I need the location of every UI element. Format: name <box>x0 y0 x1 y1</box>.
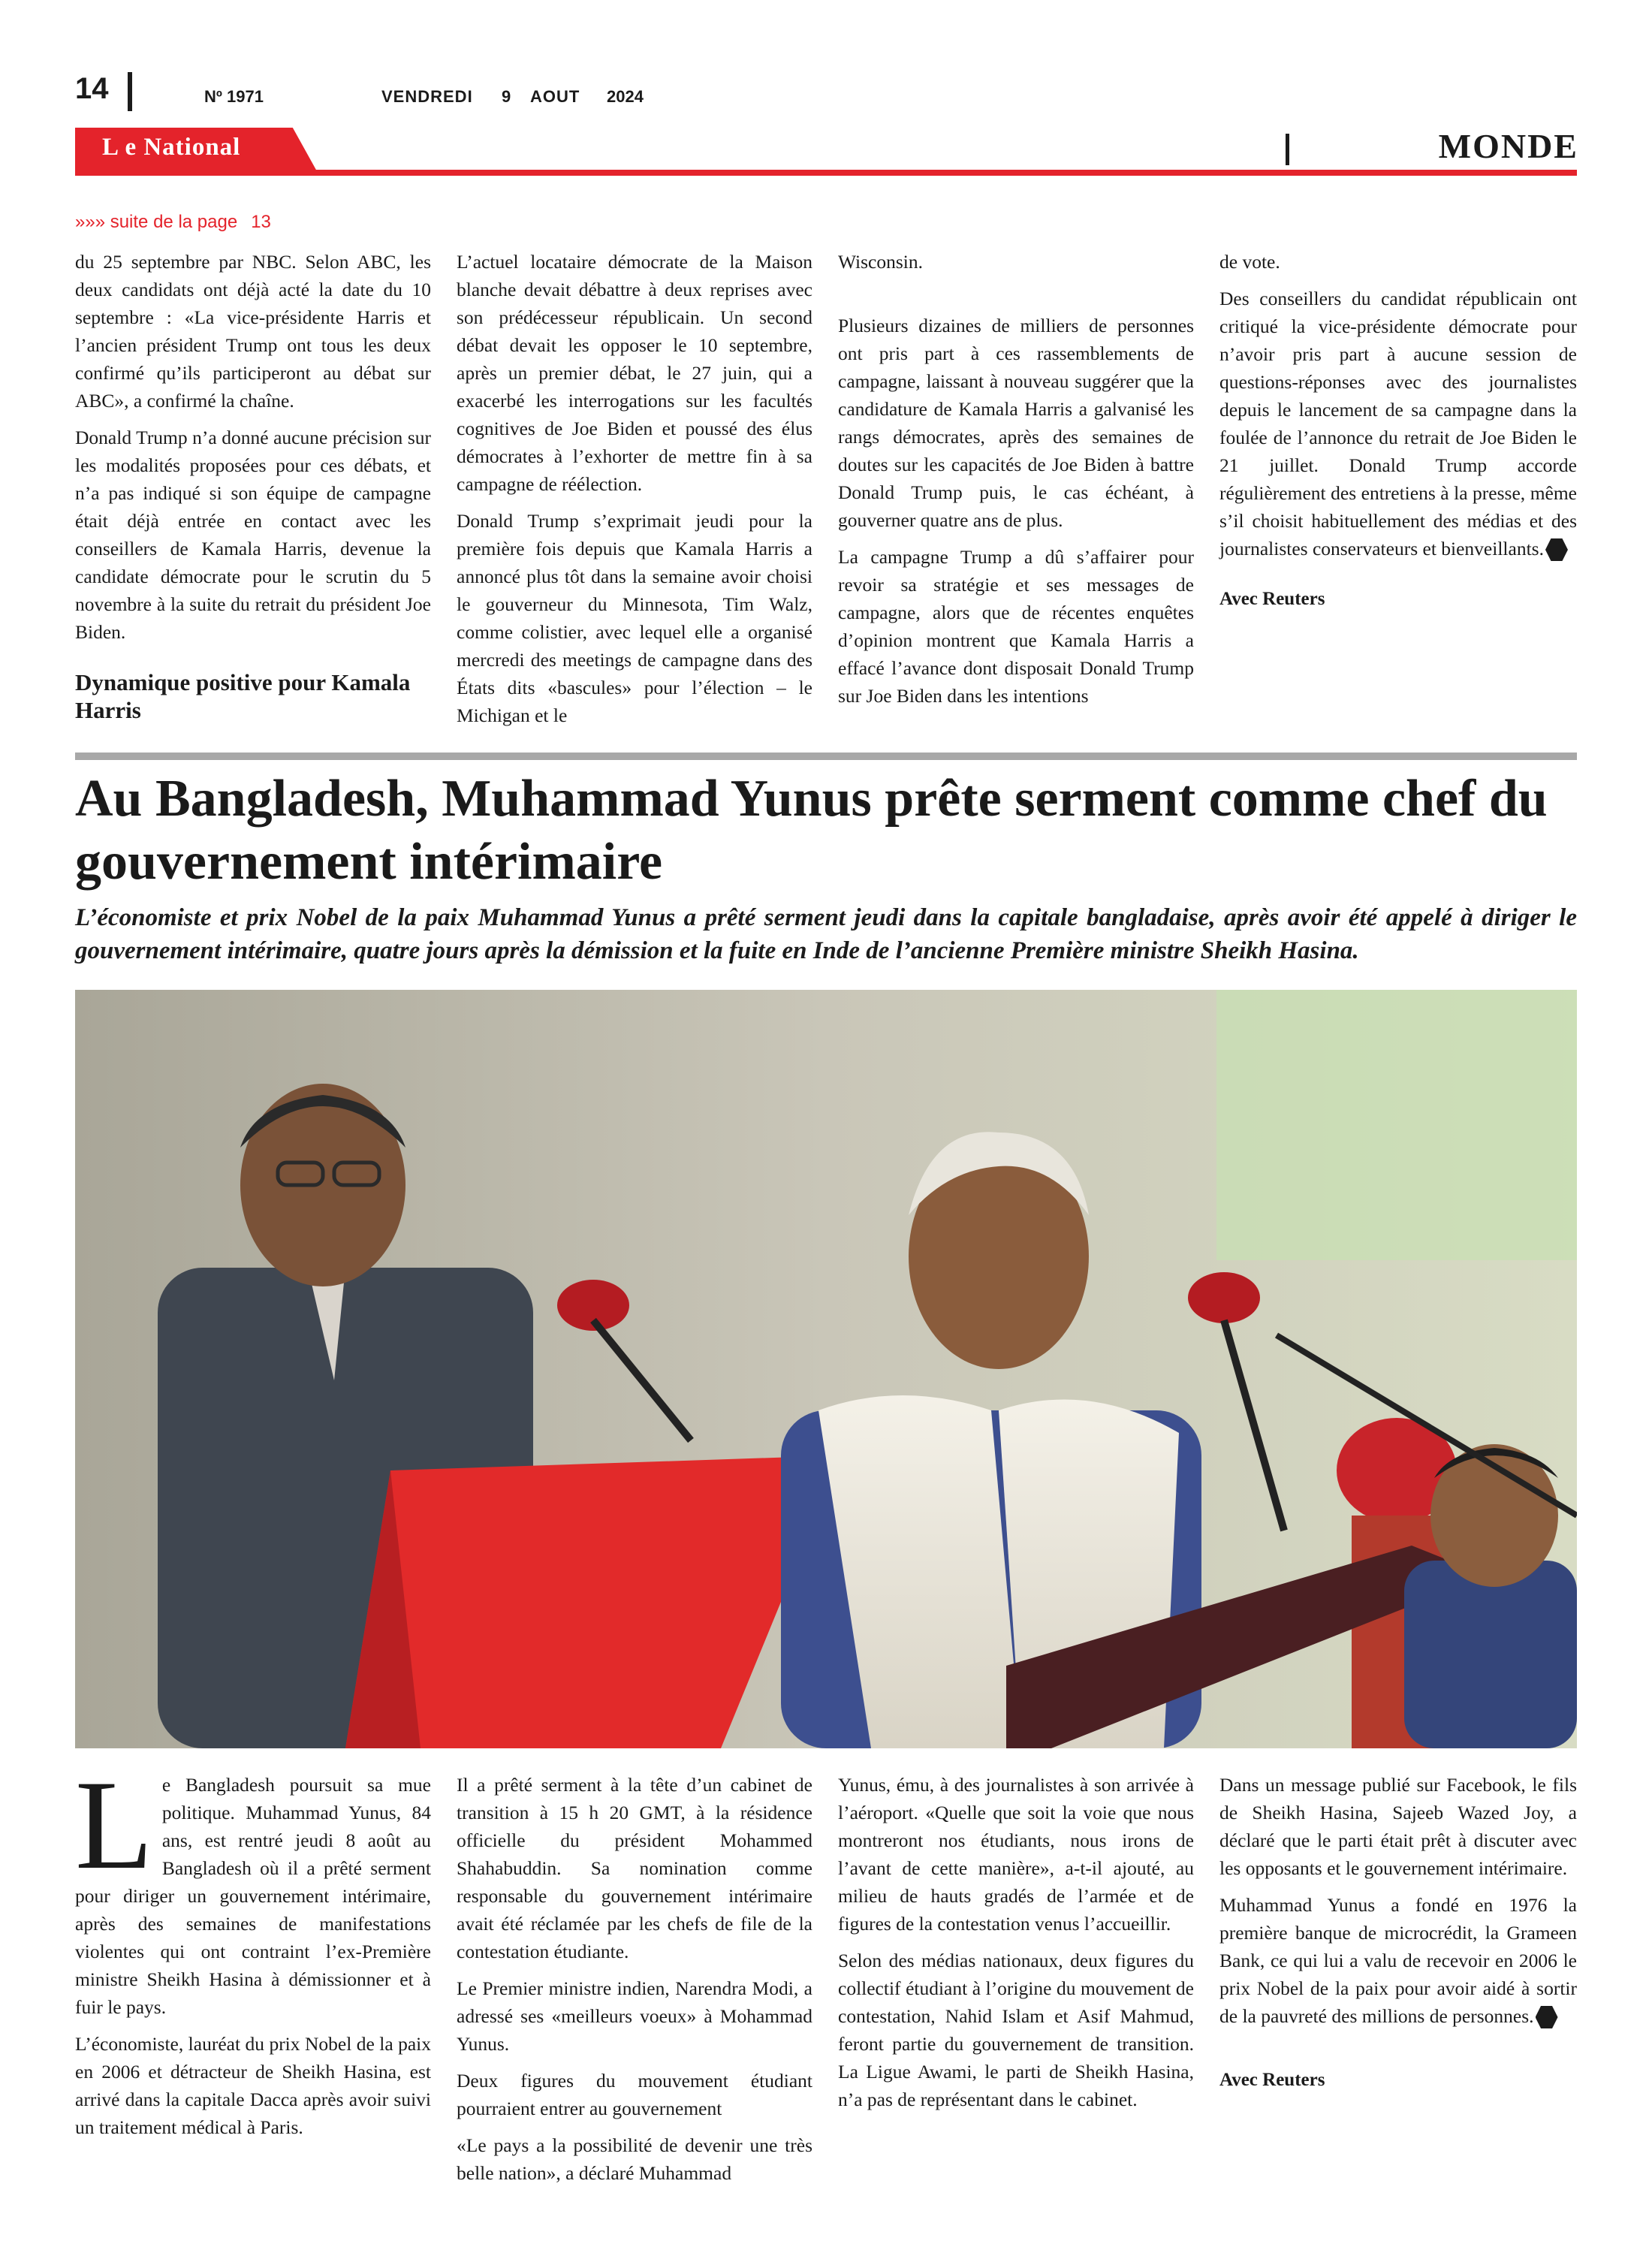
paragraph: de vote. <box>1219 251 1280 273</box>
date-year: 2024 <box>607 87 644 106</box>
header-rule <box>75 170 1577 176</box>
article-column-4 <box>1219 1771 1577 2094</box>
paragraph <box>1219 1891 1577 2030</box>
paragraph: «Le pays a la possibilité de devenir une très belle nation», a déclaré Muhammad <box>457 2134 812 2184</box>
date-day-number: 9 <box>502 87 511 106</box>
paragraph <box>75 1754 431 2021</box>
paragraph: Il a prêté serment à la tête d’un cabinet de transition à 15 h 20 GMT, à la résidence officielle du président Mohammed Shahabuddin. Sa nomination comme responsable du gouvernement intérimaire avait été réclamée par les chefs de file de la contestation étudiante. <box>457 1774 812 1962</box>
swearing-in-photo-illustration <box>75 990 1577 1748</box>
paragraph: Selon des médias nationaux, deux figures du collectif étudiant à l’origine du mouvement de contestation, Nahid Islam et Asif Mahmud, feront partie du gouvernement de transition. La Ligue Awami, le parti de Sheikh Hasina, n’a pas de représentant dans le cabinet. <box>838 1950 1194 2110</box>
paragraph: La campagne Trump a dû s’affairer pour revoir sa stratégie et ses messages de campagne, alors que de récentes enquêtes d’opinion montrent que Kamala Harris a effacé l’avance dont disposait Donald Trump sur Joe Biden dans les intentions <box>838 546 1194 707</box>
paragraph: Deux figures du mouvement étudiant pourraient entrer au gouvernement <box>457 2070 812 2119</box>
paragraph-text: e Bangladesh poursuit sa mue politique. Muhammad Yunus, 84 ans, est rentré jeudi 8 août au Bangladesh où il a prêté serment pour diriger un gouvernement intérimaire, après des semaines de manifestations violentes qui ont contraint l’ex-Première ministre Sheikh Hasina à démissionner et à fuir le pays. <box>75 1774 431 2018</box>
continuation-text: »»» suite de la page <box>75 212 238 232</box>
paragraph: Plusieurs dizaines de milliers de personnes ont pris part à ces rassemblements de campagne, laissant à nouveau suggérer que la candidature de Kamala Harris a galvanisé les rangs démocrates, après des semaines de doutes sur les capacités de Joe Biden à battre Donald Trump puis, le cas échéant, à gouverner quatre ans de plus. <box>838 315 1194 531</box>
page-number: 14 <box>75 72 109 105</box>
paragraph: L’économiste, lauréat du prix Nobel de la paix en 2006 et détracteur de Sheikh Hasina, est arrivé dans la capitale Dacca après avoir suivi un traitement médical à Paris. <box>75 2033 431 2138</box>
issue-number: Nº 1971 <box>204 87 264 106</box>
end-of-article-icon <box>1536 2006 1558 2028</box>
article-headline: Au Bangladesh, Muhammad Yunus prête serment comme chef du gouvernement intérimaire <box>75 770 1548 891</box>
byline: Avec Reuters <box>1219 589 1325 609</box>
paragraph: Yunus, ému, à des journalistes à son arrivée à l’aéroport. «Quelle que soit la voie que nous montreront nos étudiants, nous irons de l’avant de cette manière», a-t-il ajouté, au milieu de hauts gradés de l’armée et de figures de la contestation venus l’accueillir. <box>838 1774 1194 1935</box>
section-divider <box>1286 134 1289 165</box>
paragraph: du 25 septembre par NBC. Selon ABC, les deux candidats ont déjà acté la date du 10 septembre : «La vice-présidente Harris et l’ancien président Trump ont tous les deux confirmé qu’ils participeront au débat sur ABC», a confirmé la chaîne. <box>75 251 431 412</box>
newspaper-brand: L e National <box>102 134 241 161</box>
paragraph <box>1219 285 1577 562</box>
date-day-name: VENDREDI <box>381 87 473 106</box>
article-standfirst: L’économiste et prix Nobel de la paix Muhammad Yunus a prêté serment jeudi dans la capitale bangladaise, après avoir été appelé à diriger le gouvernement intérimaire, quatre jours après la démission et la fuite en Inde de l’ancienne Première ministre Sheikh Hasina. <box>75 904 1577 964</box>
paragraph: Wisconsin. <box>838 251 924 273</box>
paragraph: Le Premier ministre indien, Narendra Modi, a adressé ses «meilleurs voeux» à Mohammad Yunus. <box>457 1977 812 2055</box>
article-column-1 <box>75 1754 431 2150</box>
paragraph: Dans un message publié sur Facebook, le fils de Sheikh Hasina, Sajeeb Wazed Joy, a déclaré que le parti était prêt à discuter avec les opposants et le gouvernement intérimaire. <box>1219 1774 1577 1879</box>
prev-article-column-2 <box>457 248 812 738</box>
paragraph: Donald Trump s’exprimait jeudi pour la première fois depuis que Kamala Harris a annoncé plus tôt dans la semaine avoir choisi le gouverneur du Minnesota, Tim Walz, comme colistier, avec lequel elle a organisé mercredi des meetings de campagne dans des États dits «bascules» pour l’élection – le Michigan et le <box>457 510 812 726</box>
subheading: Dynamique positive pour Kamala Harris <box>75 669 411 723</box>
page-number-divider <box>128 72 132 111</box>
paragraph: Donald Trump n’a donné aucune précision sur les modalités proposées pour ces débats, et n’a pas indiqué si son équipe de campagne était déjà entrée en contact avec les conseillers de Kamala Harris, devenue la candidate démocrate pour le scrutin du 5 novembre à la suite du retrait du président Joe Biden. <box>75 427 431 643</box>
article-photo <box>75 990 1577 1748</box>
article-column-2 <box>457 1771 812 2196</box>
prev-article-column-1 <box>75 248 431 724</box>
paragraph-text: Des conseillers du candidat républicain ont critiqué la vice-présidente démocrate pour n’avoir pris part à aucune session de questions-réponses avec des journalistes depuis le lancement de sa campagne dans la foulée de l’annonce du retrait de Joe Biden le 21 juillet. Donald Trump accorde régulièrement des entretiens à la presse, même s’il choisit habituellement des médias et des journalistes conservateurs et bienveillants. <box>1219 288 1577 559</box>
paragraph-text: Muhammad Yunus a fondé en 1976 la première banque de microcrédit, la Grameen Bank, ce qui lui a valu de recevoir en 2006 le prix Nobel de la paix pour avoir aidé à sortir de la pauvreté des millions de personnes. <box>1219 1894 1577 2027</box>
continuation-note <box>75 212 271 233</box>
continuation-page: 13 <box>251 212 271 232</box>
article-column-3 <box>838 1771 1194 2122</box>
prev-article-column-4 <box>1219 248 1577 613</box>
prev-article-column-3 <box>838 248 1194 719</box>
byline: Avec Reuters <box>1219 2070 1325 2090</box>
paragraph: L’actuel locataire démocrate de la Maison blanche devait débattre à deux reprises avec son prédécesseur républicain. Un second débat devait les opposer le 10 septembre, après un premier débat, le 27 juin, qui a exacerbé les interrogations sur les facultés cognitives de Joe Biden et poussé des élus démocrates à l’exhorter de mettre fin à sa campagne de réélection. <box>457 251 812 495</box>
date-month: AOUT <box>530 87 580 106</box>
end-of-article-icon <box>1545 538 1568 561</box>
article-divider <box>75 753 1577 760</box>
section-label: MONDE <box>1438 127 1578 165</box>
drop-cap: L <box>75 1754 153 1896</box>
